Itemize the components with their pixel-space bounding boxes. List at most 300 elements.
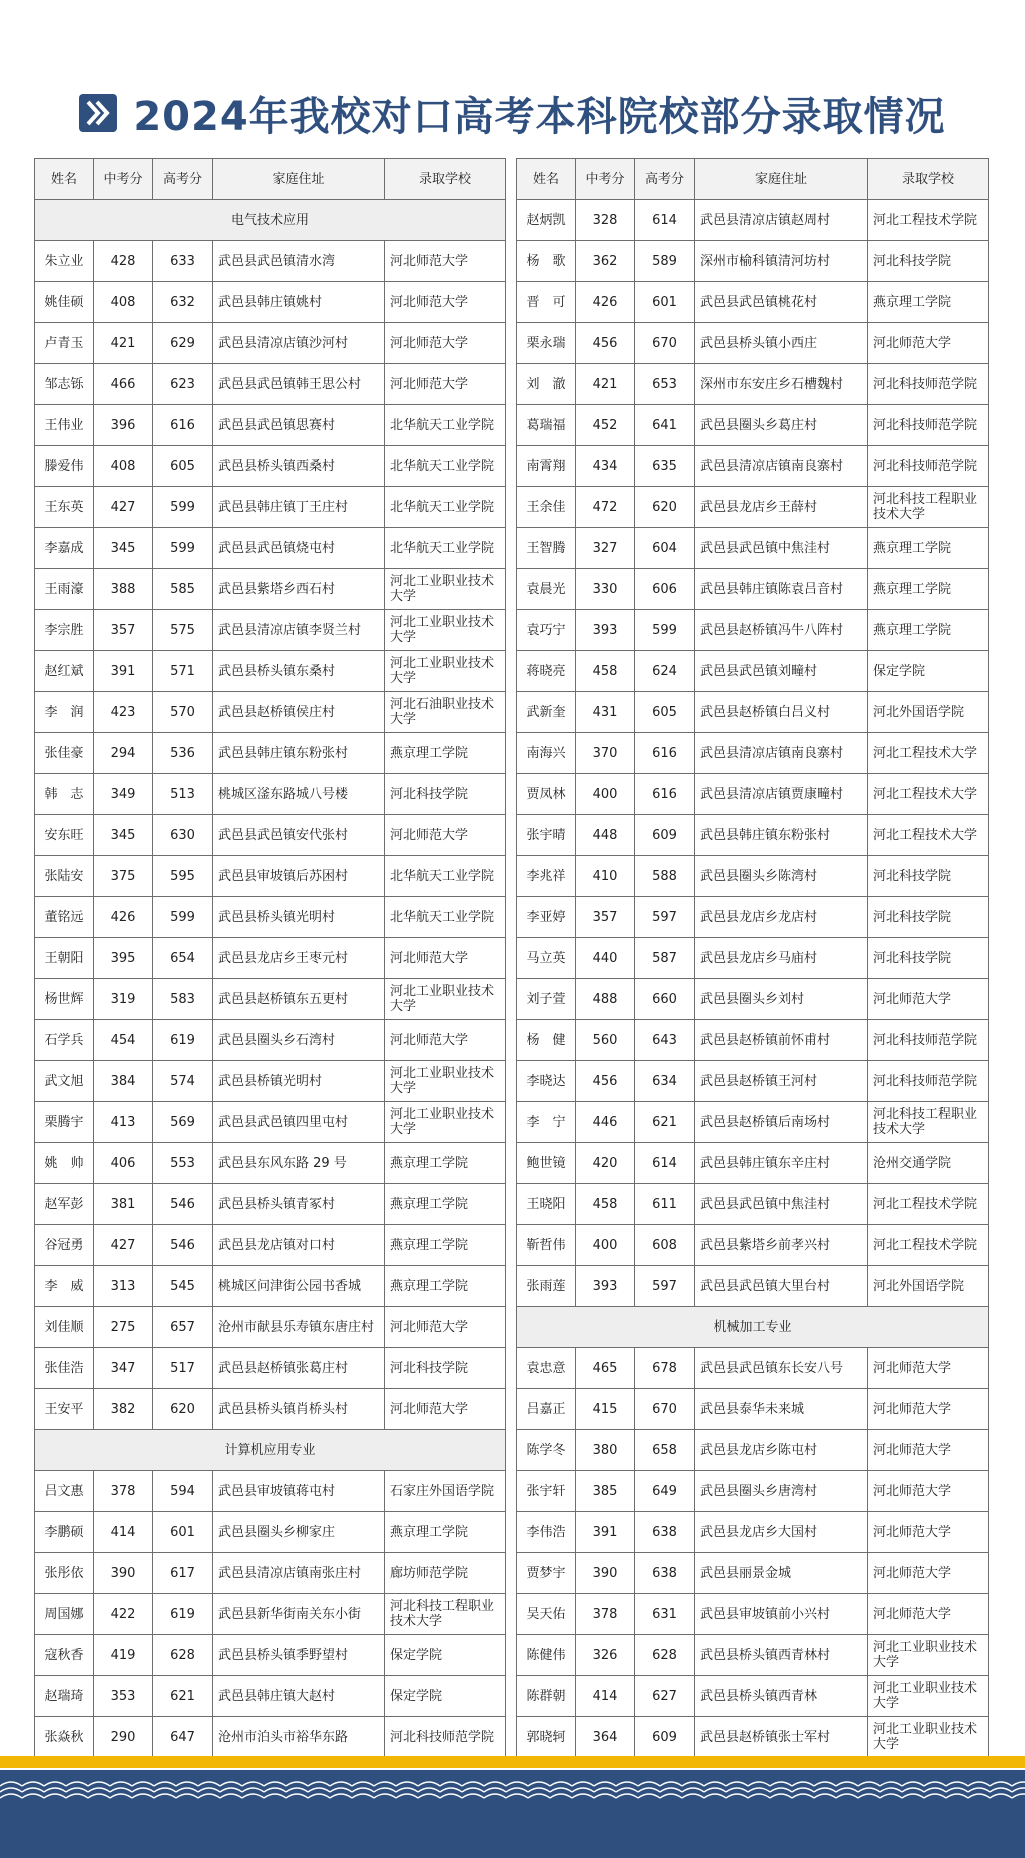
school-cell: 河北师范大学 — [868, 1512, 989, 1553]
address-cell: 武邑县赵桥镇后南场村 — [695, 1102, 868, 1143]
wave-stroke — [66, 1788, 88, 1792]
wave-stroke — [198, 1788, 220, 1792]
middle-score-cell: 466 — [94, 364, 153, 405]
middle-score-cell: 345 — [94, 815, 153, 856]
wave-stroke — [902, 1788, 924, 1792]
address-cell: 武邑县武邑镇四里屯村 — [213, 1102, 385, 1143]
wave-stroke — [0, 1788, 22, 1792]
wave-stroke — [770, 1794, 792, 1798]
name-cell: 张宇晴 — [517, 815, 576, 856]
wave-stroke — [264, 1794, 286, 1798]
page-title-bar — [0, 88, 1025, 138]
wave-stroke — [242, 1794, 264, 1798]
wave-stroke — [418, 1794, 440, 1798]
gaokao-score-cell: 599 — [153, 528, 213, 569]
school-cell: 河北石油职业技术大学 — [385, 692, 506, 733]
address-cell: 武邑县圈头乡唐湾村 — [695, 1471, 868, 1512]
table-row — [517, 1430, 989, 1471]
address-cell: 武邑县武邑镇韩王思公村 — [213, 364, 385, 405]
name-cell: 李 宁 — [517, 1102, 576, 1143]
name-cell: 李亚婷 — [517, 897, 576, 938]
gaokao-score-cell: 670 — [635, 1389, 695, 1430]
wave-stroke — [792, 1782, 814, 1786]
table-row — [35, 323, 506, 364]
wave-stroke — [528, 1782, 550, 1786]
middle-score-cell: 382 — [94, 1389, 153, 1430]
gaokao-score-cell: 627 — [635, 1676, 695, 1717]
name-cell: 杨世辉 — [35, 979, 94, 1020]
address-cell: 武邑县丽景金城 — [695, 1553, 868, 1594]
name-cell: 吕嘉正 — [517, 1389, 576, 1430]
name-cell: 吕文惠 — [35, 1471, 94, 1512]
table-row — [517, 569, 989, 610]
school-cell: 河北科技师范学院 — [385, 1717, 506, 1758]
address-cell: 武邑县韩庄镇东粉张村 — [213, 733, 385, 774]
wave-stroke — [990, 1782, 1012, 1786]
name-cell: 张佳豪 — [35, 733, 94, 774]
wave-stroke — [836, 1782, 858, 1786]
address-cell: 武邑县清凉店镇赵周村 — [695, 200, 868, 241]
school-cell: 保定学院 — [385, 1635, 506, 1676]
wave-stroke — [880, 1782, 902, 1786]
header-gaokao-score: 高考分 — [153, 159, 213, 200]
gaokao-score-cell: 670 — [635, 323, 695, 364]
table-row — [517, 446, 989, 487]
table-row — [517, 1553, 989, 1594]
middle-score-cell: 427 — [94, 1225, 153, 1266]
table-row — [517, 692, 989, 733]
wave-stroke — [242, 1782, 264, 1786]
school-cell: 河北师范大学 — [868, 1553, 989, 1594]
table-row — [517, 1143, 989, 1184]
table-row — [35, 1348, 506, 1389]
middle-score-cell: 385 — [576, 1471, 635, 1512]
name-cell: 王东英 — [35, 487, 94, 528]
table-row — [35, 774, 506, 815]
middle-score-cell: 458 — [576, 651, 635, 692]
school-cell: 燕京理工学院 — [385, 1184, 506, 1225]
address-cell: 武邑县桥头镇光明村 — [213, 897, 385, 938]
school-cell: 北华航天工业学院 — [385, 446, 506, 487]
wave-stroke — [704, 1782, 726, 1786]
middle-score-cell: 362 — [576, 241, 635, 282]
wave-stroke — [462, 1788, 484, 1792]
wave-stroke — [946, 1794, 968, 1798]
middle-score-cell: 378 — [576, 1594, 635, 1635]
gaokao-score-cell: 536 — [153, 733, 213, 774]
section-row — [35, 200, 506, 241]
school-cell: 河北师范大学 — [385, 1307, 506, 1348]
school-cell: 燕京理工学院 — [385, 1512, 506, 1553]
wave-stroke — [352, 1788, 374, 1792]
name-cell: 张宇轩 — [517, 1471, 576, 1512]
footer-gold-stripe — [0, 1756, 1025, 1768]
middle-score-cell: 431 — [576, 692, 635, 733]
middle-score-cell: 396 — [94, 405, 153, 446]
wave-stroke — [946, 1788, 968, 1792]
middle-score-cell: 357 — [94, 610, 153, 651]
address-cell: 武邑县赵桥镇冯牛八阵村 — [695, 610, 868, 651]
wave-stroke — [110, 1782, 132, 1786]
table-row — [517, 1266, 989, 1307]
wave-stroke — [572, 1788, 594, 1792]
wave-stroke — [22, 1794, 44, 1798]
header-gaokao-score: 高考分 — [635, 159, 695, 200]
address-cell: 武邑县审坡镇蒋屯村 — [213, 1471, 385, 1512]
middle-score-cell: 381 — [94, 1184, 153, 1225]
middle-score-cell: 400 — [576, 774, 635, 815]
name-cell: 韩 志 — [35, 774, 94, 815]
school-cell: 北华航天工业学院 — [385, 487, 506, 528]
name-cell: 蒋晓亮 — [517, 651, 576, 692]
school-cell: 河北科技工程职业技术大学 — [868, 1102, 989, 1143]
name-cell: 刘 澈 — [517, 364, 576, 405]
wave-stroke — [858, 1794, 880, 1798]
middle-score-cell: 413 — [94, 1102, 153, 1143]
address-cell: 武邑县武邑镇东长安八号 — [695, 1348, 868, 1389]
school-cell: 河北师范大学 — [385, 241, 506, 282]
name-cell: 杨 歌 — [517, 241, 576, 282]
table-row — [35, 1266, 506, 1307]
table-row — [35, 651, 506, 692]
gaokao-score-cell: 638 — [635, 1553, 695, 1594]
name-cell: 李 润 — [35, 692, 94, 733]
middle-score-cell: 349 — [94, 774, 153, 815]
middle-score-cell: 345 — [94, 528, 153, 569]
middle-score-cell: 390 — [576, 1553, 635, 1594]
middle-score-cell: 434 — [576, 446, 635, 487]
name-cell: 鲍世镜 — [517, 1143, 576, 1184]
middle-score-cell: 391 — [94, 651, 153, 692]
middle-score-cell: 330 — [576, 569, 635, 610]
middle-score-cell: 294 — [94, 733, 153, 774]
wave-stroke — [286, 1794, 308, 1798]
table-row — [35, 364, 506, 405]
wave-stroke — [550, 1794, 572, 1798]
gaokao-score-cell: 608 — [635, 1225, 695, 1266]
table-row — [35, 528, 506, 569]
wave-stroke — [748, 1782, 770, 1786]
gaokao-score-cell: 616 — [153, 405, 213, 446]
school-cell: 河北工程技术学院 — [868, 1225, 989, 1266]
wave-stroke — [220, 1782, 242, 1786]
school-cell: 河北师范大学 — [868, 323, 989, 364]
wave-stroke — [924, 1794, 946, 1798]
school-cell: 燕京理工学院 — [868, 569, 989, 610]
school-cell: 河北工业职业技术大学 — [385, 610, 506, 651]
middle-score-cell: 357 — [576, 897, 635, 938]
middle-score-cell: 452 — [576, 405, 635, 446]
school-cell: 河北科技工程职业技术大学 — [385, 1594, 506, 1635]
table-row — [35, 405, 506, 446]
wave-stroke — [924, 1788, 946, 1792]
wave-stroke — [968, 1782, 990, 1786]
header-school: 录取学校 — [385, 159, 506, 200]
table-row — [517, 1635, 989, 1676]
footer-base — [0, 1806, 1025, 1858]
table-row — [517, 323, 989, 364]
wave-stroke — [616, 1788, 638, 1792]
wave-stroke — [22, 1782, 44, 1786]
middle-score-cell: 400 — [576, 1225, 635, 1266]
name-cell: 袁晨光 — [517, 569, 576, 610]
school-cell: 北华航天工业学院 — [385, 856, 506, 897]
table-row — [35, 446, 506, 487]
gaokao-score-cell: 660 — [635, 979, 695, 1020]
wave-stroke — [484, 1794, 506, 1798]
middle-score-cell: 364 — [576, 1717, 635, 1758]
address-cell: 武邑县武邑镇清水湾 — [213, 241, 385, 282]
wave-stroke — [748, 1794, 770, 1798]
name-cell: 张彤依 — [35, 1553, 94, 1594]
school-cell: 河北师范大学 — [385, 364, 506, 405]
school-cell: 河北科技学院 — [868, 241, 989, 282]
address-cell: 武邑县清凉店镇南张庄村 — [213, 1553, 385, 1594]
middle-score-cell: 347 — [94, 1348, 153, 1389]
gaokao-score-cell: 546 — [153, 1225, 213, 1266]
wave-stroke — [154, 1788, 176, 1792]
wave-stroke — [132, 1794, 154, 1798]
table-row — [35, 815, 506, 856]
school-cell: 燕京理工学院 — [385, 1266, 506, 1307]
address-cell: 武邑县圈头乡柳家庄 — [213, 1512, 385, 1553]
admission-table-right — [516, 158, 989, 1758]
middle-score-cell: 313 — [94, 1266, 153, 1307]
school-cell: 燕京理工学院 — [385, 1225, 506, 1266]
name-cell: 靳哲伟 — [517, 1225, 576, 1266]
middle-score-cell: 410 — [576, 856, 635, 897]
wave-stroke — [990, 1794, 1012, 1798]
middle-score-cell: 378 — [94, 1471, 153, 1512]
wave-stroke — [198, 1794, 220, 1798]
name-cell: 滕爱伟 — [35, 446, 94, 487]
name-cell: 陈群朝 — [517, 1676, 576, 1717]
wave-stroke — [330, 1794, 352, 1798]
school-cell: 河北科技学院 — [868, 938, 989, 979]
school-cell: 河北师范大学 — [385, 938, 506, 979]
name-cell: 李嘉成 — [35, 528, 94, 569]
school-cell: 河北师范大学 — [385, 282, 506, 323]
table-row — [35, 1594, 506, 1635]
wave-stroke — [418, 1788, 440, 1792]
wave-stroke — [220, 1788, 242, 1792]
wave-stroke — [660, 1788, 682, 1792]
middle-score-cell: 428 — [94, 241, 153, 282]
wave-stroke — [836, 1794, 858, 1798]
wave-stroke — [704, 1788, 726, 1792]
school-cell: 河北师范大学 — [385, 815, 506, 856]
address-cell: 武邑县圈头乡石湾村 — [213, 1020, 385, 1061]
name-cell: 董铭远 — [35, 897, 94, 938]
wave-stroke — [44, 1782, 66, 1786]
middle-score-cell: 290 — [94, 1717, 153, 1758]
table-row — [35, 1307, 506, 1348]
middle-score-cell: 440 — [576, 938, 635, 979]
address-cell: 武邑县审坡镇前小兴村 — [695, 1594, 868, 1635]
gaokao-score-cell: 517 — [153, 1348, 213, 1389]
gaokao-score-cell: 597 — [635, 897, 695, 938]
gaokao-score-cell: 585 — [153, 569, 213, 610]
wave-stroke — [638, 1782, 660, 1786]
name-cell: 刘佳顺 — [35, 1307, 94, 1348]
wave-stroke — [330, 1782, 352, 1786]
wave-stroke — [154, 1794, 176, 1798]
school-cell: 河北科技学院 — [868, 897, 989, 938]
address-cell: 武邑县桥头镇东桑村 — [213, 651, 385, 692]
gaokao-score-cell: 629 — [153, 323, 213, 364]
school-cell: 河北科技师范学院 — [868, 364, 989, 405]
address-cell: 武邑县龙店乡马庙村 — [695, 938, 868, 979]
school-cell: 河北工程技术大学 — [868, 774, 989, 815]
middle-score-cell: 426 — [94, 897, 153, 938]
school-cell: 河北外国语学院 — [868, 1266, 989, 1307]
header-school: 录取学校 — [868, 159, 989, 200]
gaokao-score-cell: 621 — [635, 1102, 695, 1143]
gaokao-score-cell: 588 — [635, 856, 695, 897]
address-cell: 武邑县韩庄镇陈袁吕音村 — [695, 569, 868, 610]
wave-stroke — [352, 1782, 374, 1786]
wave-stroke — [176, 1782, 198, 1786]
address-cell: 武邑县韩庄镇丁王庄村 — [213, 487, 385, 528]
wave-stroke — [176, 1794, 198, 1798]
middle-score-cell: 375 — [94, 856, 153, 897]
header-middle-score: 中考分 — [576, 159, 635, 200]
address-cell: 武邑县龙店乡陈屯村 — [695, 1430, 868, 1471]
name-cell: 吴天佑 — [517, 1594, 576, 1635]
table-row — [517, 1020, 989, 1061]
table-row — [517, 528, 989, 569]
name-cell: 朱立业 — [35, 241, 94, 282]
wave-stroke — [550, 1782, 572, 1786]
middle-score-cell: 465 — [576, 1348, 635, 1389]
middle-score-cell: 472 — [576, 487, 635, 528]
wave-stroke — [440, 1794, 462, 1798]
address-cell: 武邑县武邑镇刘疃村 — [695, 651, 868, 692]
table-row — [517, 200, 989, 241]
address-cell: 武邑县韩庄镇大赵村 — [213, 1676, 385, 1717]
gaokao-score-cell: 513 — [153, 774, 213, 815]
middle-score-cell: 390 — [94, 1553, 153, 1594]
gaokao-score-cell: 611 — [635, 1184, 695, 1225]
school-cell: 河北师范大学 — [385, 323, 506, 364]
gaokao-score-cell: 609 — [635, 1717, 695, 1758]
wave-stroke — [374, 1788, 396, 1792]
address-cell: 武邑县赵桥镇王河村 — [695, 1061, 868, 1102]
table-row — [517, 241, 989, 282]
gaokao-score-cell: 597 — [635, 1266, 695, 1307]
wave-stroke — [1012, 1788, 1025, 1792]
gaokao-score-cell: 632 — [153, 282, 213, 323]
school-cell: 河北师范大学 — [868, 1471, 989, 1512]
name-cell: 栗永瑞 — [517, 323, 576, 364]
middle-score-cell: 393 — [576, 1266, 635, 1307]
wave-stroke — [770, 1782, 792, 1786]
gaokao-score-cell: 641 — [635, 405, 695, 446]
wave-stroke — [22, 1788, 44, 1792]
name-cell: 南海兴 — [517, 733, 576, 774]
address-cell: 武邑县赵桥镇张士军村 — [695, 1717, 868, 1758]
name-cell: 姚 帅 — [35, 1143, 94, 1184]
school-cell: 河北工业职业技术大学 — [385, 1102, 506, 1143]
school-cell: 沧州交通学院 — [868, 1143, 989, 1184]
address-cell: 武邑县龙店乡龙店村 — [695, 897, 868, 938]
gaokao-score-cell: 621 — [153, 1676, 213, 1717]
school-cell: 石家庄外国语学院 — [385, 1471, 506, 1512]
gaokao-score-cell: 628 — [635, 1635, 695, 1676]
name-cell: 南霄翔 — [517, 446, 576, 487]
gaokao-score-cell: 616 — [635, 733, 695, 774]
section-title: 电气技术应用 — [35, 200, 506, 241]
table-row — [35, 282, 506, 323]
middle-score-cell: 319 — [94, 979, 153, 1020]
address-cell: 武邑县东风东路 29 号 — [213, 1143, 385, 1184]
gaokao-score-cell: 657 — [153, 1307, 213, 1348]
address-cell: 武邑县桥头镇小西庄 — [695, 323, 868, 364]
school-cell: 河北师范大学 — [868, 979, 989, 1020]
wave-stroke — [704, 1794, 726, 1798]
name-cell: 陈学冬 — [517, 1430, 576, 1471]
address-cell: 深州市东安庄乡石槽魏村 — [695, 364, 868, 405]
wave-stroke — [352, 1794, 374, 1798]
wave-stroke — [176, 1788, 198, 1792]
table-row — [517, 651, 989, 692]
address-cell: 武邑县武邑镇桃花村 — [695, 282, 868, 323]
address-cell: 武邑县武邑镇思赛村 — [213, 405, 385, 446]
school-cell: 河北工程技术学院 — [868, 1184, 989, 1225]
name-cell: 陈健伟 — [517, 1635, 576, 1676]
school-cell: 北华航天工业学院 — [385, 405, 506, 446]
school-cell: 河北工业职业技术大学 — [385, 979, 506, 1020]
school-cell: 北华航天工业学院 — [385, 528, 506, 569]
school-cell: 河北工业职业技术大学 — [868, 1635, 989, 1676]
middle-score-cell: 421 — [576, 364, 635, 405]
name-cell: 李晓达 — [517, 1061, 576, 1102]
middle-score-cell: 456 — [576, 323, 635, 364]
address-cell: 武邑县桥头镇西青林村 — [695, 1635, 868, 1676]
address-cell: 武邑县赵桥镇前怀甫村 — [695, 1020, 868, 1061]
middle-score-cell: 414 — [94, 1512, 153, 1553]
wave-stroke — [396, 1788, 418, 1792]
middle-score-cell: 456 — [576, 1061, 635, 1102]
address-cell: 武邑县清凉店镇沙河村 — [213, 323, 385, 364]
wave-stroke — [814, 1788, 836, 1792]
middle-score-cell: 380 — [576, 1430, 635, 1471]
name-cell: 晋 可 — [517, 282, 576, 323]
wave-stroke — [88, 1782, 110, 1786]
school-cell: 保定学院 — [385, 1676, 506, 1717]
wave-stroke — [902, 1794, 924, 1798]
gaokao-score-cell: 605 — [153, 446, 213, 487]
table-row — [517, 1225, 989, 1266]
address-cell: 武邑县龙店乡大国村 — [695, 1512, 868, 1553]
table-row — [517, 1102, 989, 1143]
address-cell: 武邑县圈头乡刘村 — [695, 979, 868, 1020]
name-cell: 武文旭 — [35, 1061, 94, 1102]
gaokao-score-cell: 649 — [635, 1471, 695, 1512]
name-cell: 王安平 — [35, 1389, 94, 1430]
wave-stroke — [308, 1782, 330, 1786]
double-chevron-right-icon — [79, 94, 117, 132]
table-row — [35, 897, 506, 938]
gaokao-score-cell: 635 — [635, 446, 695, 487]
middle-score-cell: 560 — [576, 1020, 635, 1061]
header-middle-score: 中考分 — [94, 159, 153, 200]
name-cell: 李伟浩 — [517, 1512, 576, 1553]
wave-stroke — [0, 1782, 22, 1786]
gaokao-score-cell: 575 — [153, 610, 213, 651]
name-cell: 贾凤林 — [517, 774, 576, 815]
wave-stroke — [814, 1794, 836, 1798]
